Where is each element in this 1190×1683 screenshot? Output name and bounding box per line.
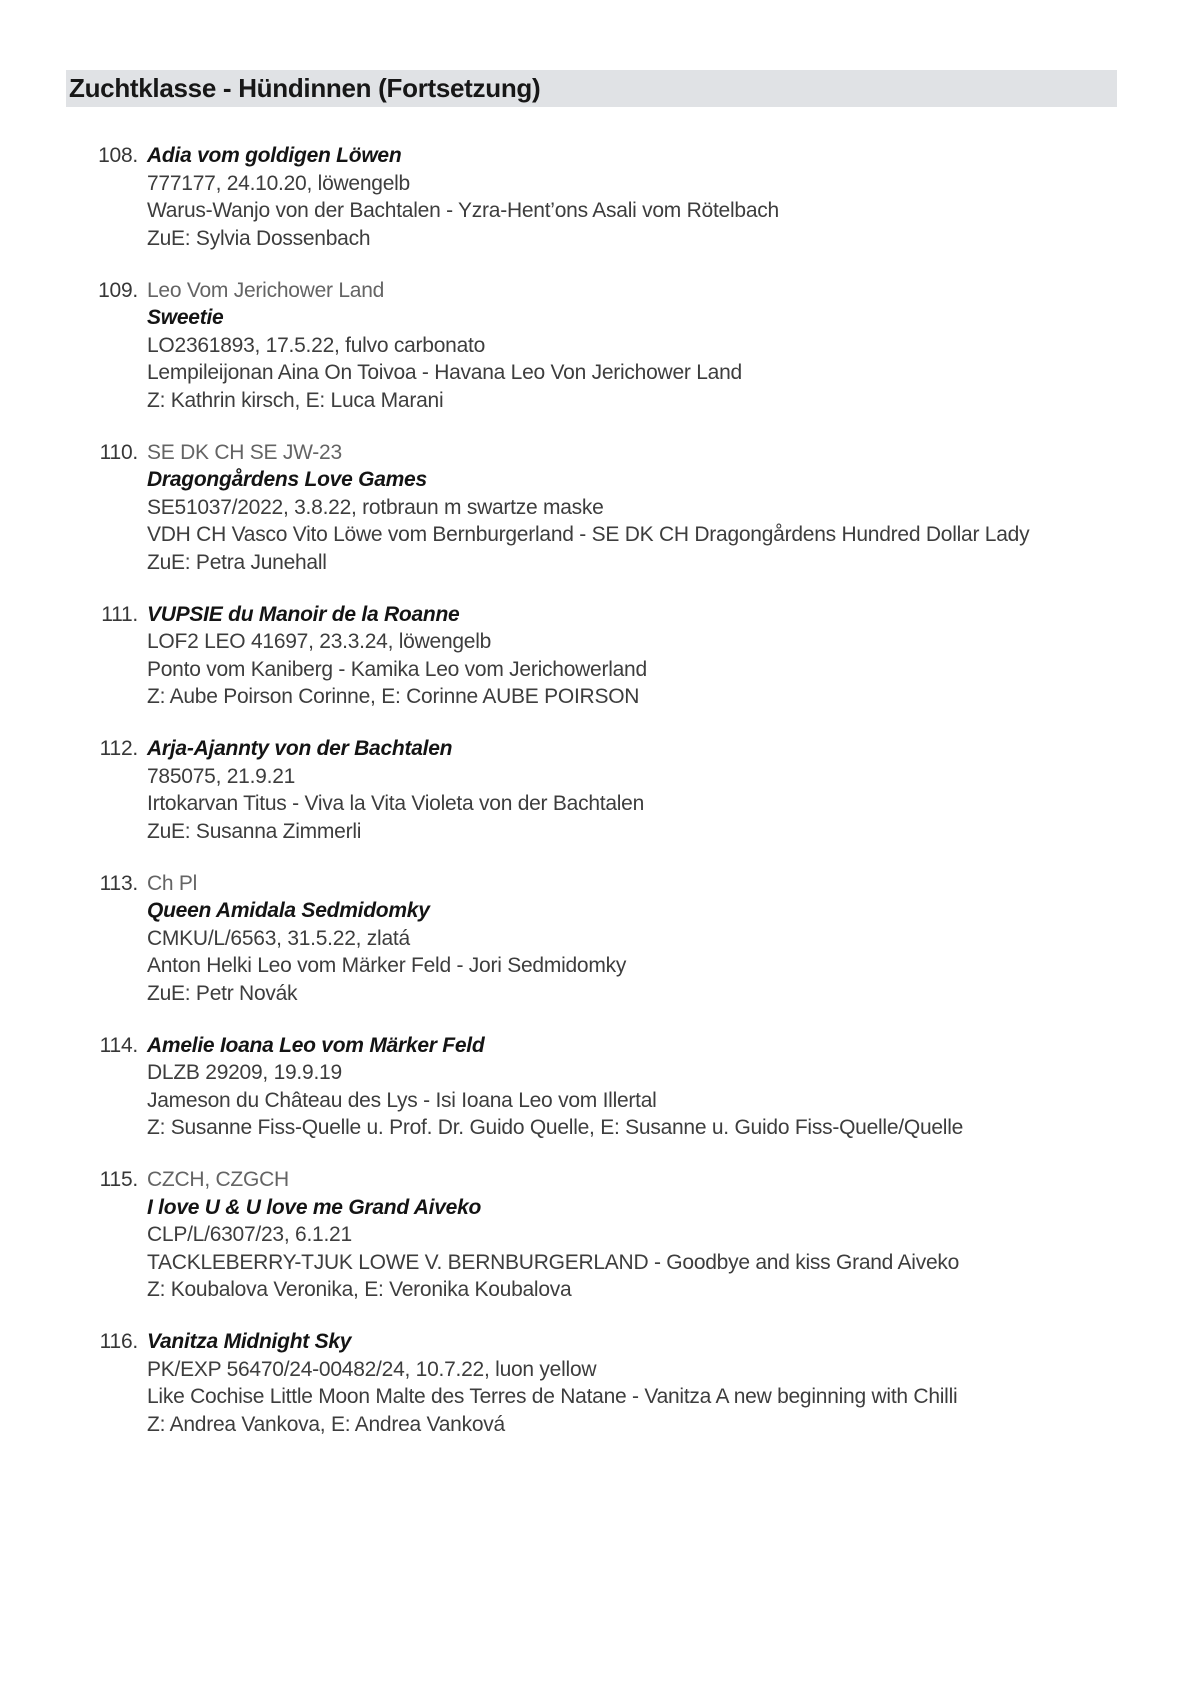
dog-name: VUPSIE du Manoir de la Roanne xyxy=(147,602,460,626)
entry-parents-line: Irtokarvan Titus - Viva la Vita Violeta von der Bachtalen xyxy=(147,792,645,815)
entry-number: 109. xyxy=(98,278,138,302)
catalog-entry xyxy=(66,439,1126,577)
entry-parents-line: TACKLEBERRY-TJUK LOWE V. BERNBURGERLAND - Goodbye and kiss Grand Aiveko xyxy=(147,1250,960,1274)
entry-content xyxy=(147,277,742,415)
section-header-title: Zuchtklasse - Hündinnen (Fortsetzung) xyxy=(69,73,541,103)
entry-champion-titles: Ch Pl xyxy=(147,871,198,895)
entry-breeder-owner-line: ZuE: Sylvia Dossenbach xyxy=(147,226,371,250)
entry-content xyxy=(147,142,779,252)
entry-breeder-owner-line: ZuE: Petr Novák xyxy=(147,981,298,1005)
entry-parents-line: Warus-Wanjo von der Bachtalen - Yzra-Hent’ons Asali vom Rötelbach xyxy=(147,199,779,222)
entry-number: 116. xyxy=(99,1330,138,1353)
dog-name: I love U & U love me Grand Aiveko xyxy=(147,1195,482,1219)
entry-number: 114. xyxy=(99,1033,138,1057)
entry-registration-line: LO2361893, 17.5.22, fulvo carbonato xyxy=(147,333,486,357)
catalog-entry xyxy=(66,1166,1126,1304)
catalog-entry xyxy=(66,870,1126,1008)
entry-parents-line: VDH CH Vasco Vito Löwe vom Bernburgerland - SE DK CH Dragongårdens Hundred Dollar Lady xyxy=(147,523,1030,546)
entry-registration-line: 785075, 21.9.21 xyxy=(147,764,296,788)
catalog-entry xyxy=(66,1032,1126,1142)
entry-number: 110. xyxy=(99,440,138,464)
entry-breeder-owner-line: Z: Kathrin kirsch, E: Luca Marani xyxy=(147,388,444,412)
entry-registration-line: PK/EXP 56470/24-00482/24, 10.7.22, luon yellow xyxy=(147,1357,597,1381)
entry-content xyxy=(147,870,626,1008)
entry-number: 113. xyxy=(99,871,138,895)
entry-content xyxy=(147,439,1029,577)
entry-registration-line: LOF2 LEO 41697, 23.3.24, löwengelb xyxy=(147,630,492,653)
dog-name: Amelie Ioana Leo vom Märker Feld xyxy=(147,1033,485,1057)
entry-registration-line: SE51037/2022, 3.8.22, rotbraun m swartze maske xyxy=(147,495,604,519)
dog-name: Adia vom goldigen Löwen xyxy=(147,144,402,167)
catalog-entry xyxy=(66,735,1126,845)
dog-name: Sweetie xyxy=(147,306,224,329)
entry-content xyxy=(147,1328,957,1438)
entry-breeder-owner-line: Z: Susanne Fiss-Quelle u. Prof. Dr. Guido Quelle, E: Susanne u. Guido Fiss-Quelle/Quelle xyxy=(147,1116,964,1139)
entry-registration-line: DLZB 29209, 19.9.19 xyxy=(147,1061,342,1084)
entry-parents-line: Lempileijonan Aina On Toivoa - Havana Leo Von Jerichower Land xyxy=(147,361,742,384)
entry-registration-line: 777177, 24.10.20, löwengelb xyxy=(147,171,410,195)
entry-breeder-owner-line: Z: Aube Poirson Corinne, E: Corinne AUBE POIRSON xyxy=(147,685,640,708)
entry-content xyxy=(147,601,647,711)
entry-content xyxy=(147,1166,959,1304)
entry-content xyxy=(147,735,644,845)
section-header-bar xyxy=(66,70,1117,107)
entry-content xyxy=(147,1032,963,1142)
entry-registration-line: CMKU/L/6563, 31.5.22, zlatá xyxy=(147,926,410,950)
catalog-entry xyxy=(66,1328,1126,1438)
entry-parents-line: Jameson du Château des Lys - Isi Ioana Leo vom Illertal xyxy=(147,1088,657,1112)
entry-breeder-owner-line: ZuE: Petra Junehall xyxy=(147,550,327,574)
catalog-entry xyxy=(66,277,1126,415)
entry-number: 111. xyxy=(101,602,138,626)
entry-number: 112. xyxy=(99,737,138,760)
dog-name: Arja-Ajannty von der Bachtalen xyxy=(147,737,453,760)
entry-parents-line: Ponto vom Kaniberg - Kamika Leo vom Jerichowerland xyxy=(147,657,647,681)
entry-list xyxy=(66,142,1126,1463)
catalog-entry xyxy=(66,142,1126,252)
entry-champion-titles: CZCH, CZGCH xyxy=(147,1168,289,1191)
entry-breeder-owner-line: Z: Andrea Vankova, E: Andrea Vanková xyxy=(147,1412,505,1436)
entry-champion-titles: SE DK CH SE JW-23 xyxy=(147,440,342,464)
entry-number: 108. xyxy=(98,144,138,167)
entry-breeder-owner-line: Z: Koubalova Veronika, E: Veronika Koubalova xyxy=(147,1278,572,1301)
dog-name: Dragongårdens Love Games xyxy=(147,468,427,491)
dog-name: Queen Amidala Sedmidomky xyxy=(147,899,430,922)
entry-champion-titles: Leo Vom Jerichower Land xyxy=(147,278,385,302)
entry-breeder-owner-line: ZuE: Susanna Zimmerli xyxy=(147,819,362,843)
catalog-entry xyxy=(66,601,1126,711)
entry-number: 115. xyxy=(99,1168,138,1191)
entry-parents-line: Anton Helki Leo vom Märker Feld - Jori Sedmidomky xyxy=(147,954,627,977)
dog-name: Vanitza Midnight Sky xyxy=(147,1330,352,1353)
entry-registration-line: CLP/L/6307/23, 6.1.21 xyxy=(147,1223,352,1246)
entry-parents-line: Like Cochise Little Moon Malte des Terres de Natane - Vanitza A new beginning with Chilli xyxy=(147,1385,958,1408)
